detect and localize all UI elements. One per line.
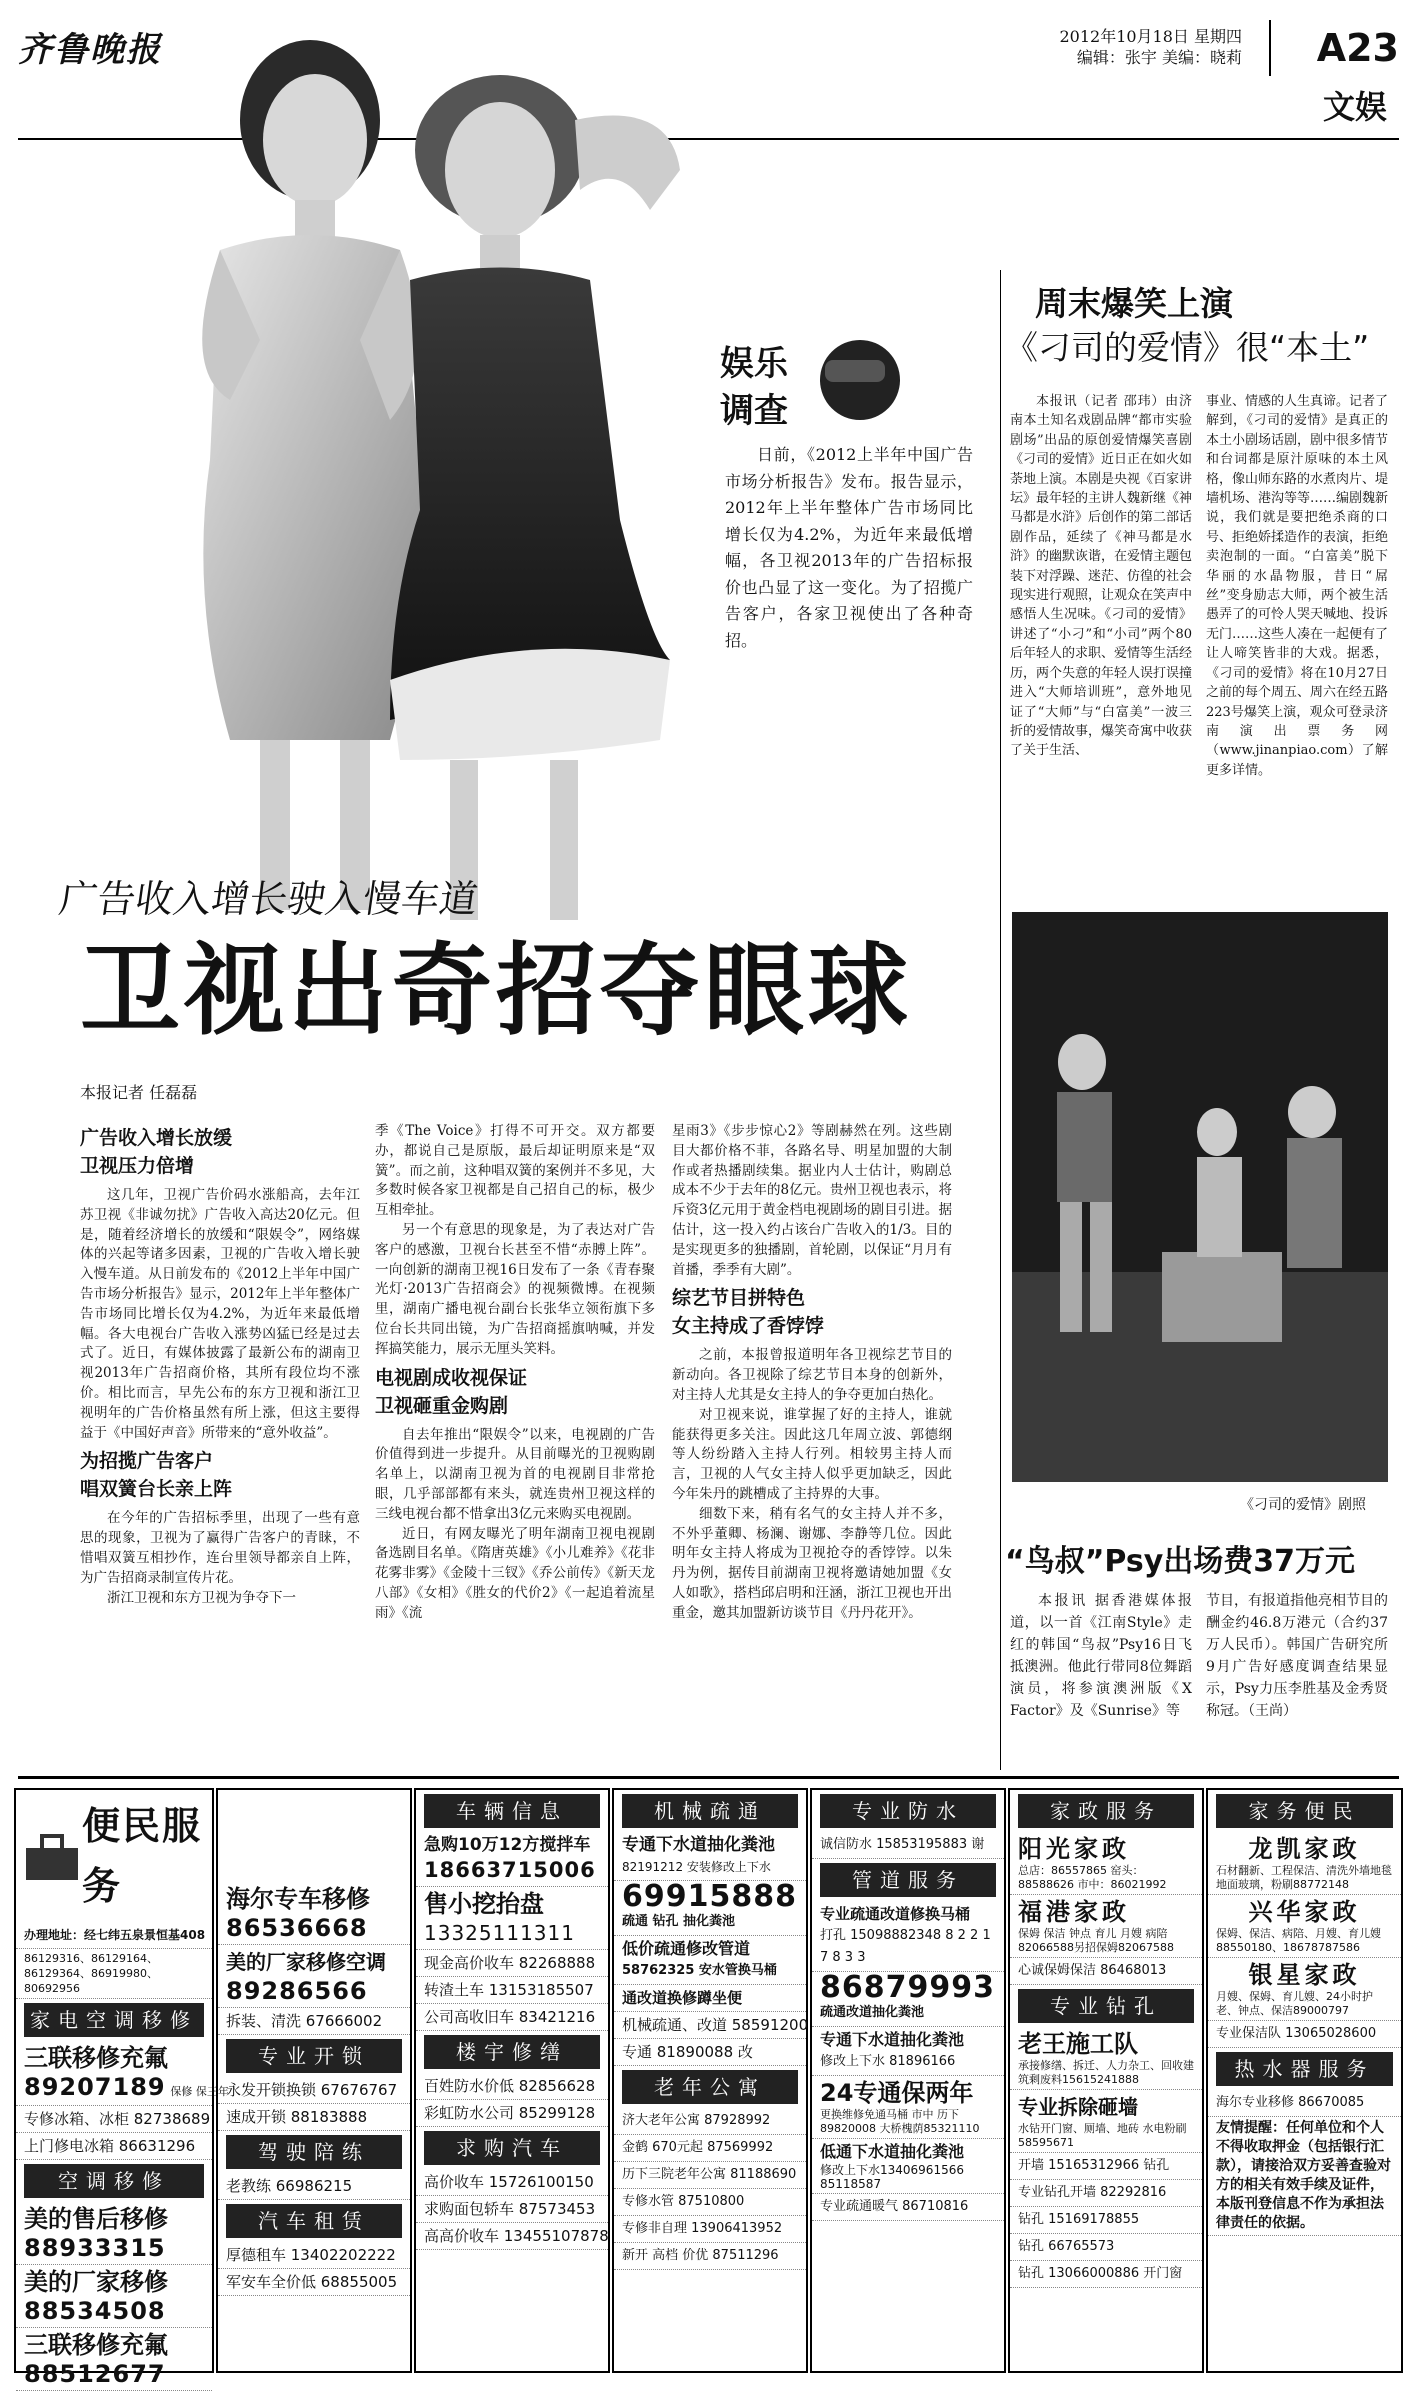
classified-col-3	[414, 1788, 610, 2373]
category-heading: 专业开锁	[226, 2039, 402, 2073]
classifieds-rule	[18, 1776, 1399, 1779]
category-heading: 机械疏通	[622, 1794, 798, 1828]
right-article-1-col-b: 事业、情感的人生真谛。记者了解到，《刁司的爱情》是真正的本土小剧场话剧，剧中很多情节和台词都是原汁原味的本土风格，像山师东路的水煮肉片、堤墙机场、港沟等等……编剧魏新说，我们就是要把绝杀商的口号、拒绝娇揉造作的表演，拒绝卖泡制的一面。“白富美”脱下华丽的水晶物服，昔日“屌丝”变身励志大师，两个被生活愚弄了的可怜人哭天喊地、投诉无门……这些人凑在一起便有了让人啼笑皆非的大戏。据悉，《刁司的爱情》将在10月27日之前的每个周五、周六在经五路223号爆笑上演，观众可登录济南演出票务网（www.jinanpiao.com）了解更多详情。	[1206, 394, 1389, 778]
toolbox-icon	[22, 1828, 82, 1884]
ad-block: 兴华家政 保姆、保洁、病陪、月嫂、育儿嫂 88550180、18678787586	[1208, 1895, 1401, 1958]
stage-photo	[1012, 912, 1388, 1482]
ad-line: 机械疏通、改道 58591200	[614, 2012, 806, 2039]
section-name: 文娱	[1322, 88, 1387, 126]
editors: 编辑：张宇 美编：晓莉	[1076, 48, 1242, 67]
category-heading: 空调移修	[24, 2164, 204, 2198]
service-banner	[16, 1790, 212, 1922]
subhead-3: 电视剧成收视保证 卫视砸重金购剧	[375, 1366, 528, 1417]
ad-line: 专修水管 87510800	[614, 2189, 806, 2216]
ad-line: 速成开锁 88183888	[218, 2104, 410, 2131]
ad-line: 新开 高档 价优 87511296	[614, 2243, 806, 2270]
ad-block: 专业拆除砸墙 水钻开门窗、厕墙、地砖 水电粉刷 58595671	[1010, 2090, 1202, 2153]
ad-line: 钻孔 15169178855	[1010, 2207, 1202, 2234]
ad-line: 专业钻孔开墙 82292816	[1010, 2180, 1202, 2207]
ad-line: 通改道换修蹲坐便	[614, 1985, 806, 2012]
category-heading: 楼宇修缮	[424, 2035, 600, 2069]
ad-block: 急购10万12方搅拌车 18663715006	[416, 1832, 608, 1887]
category-heading: 驾驶陪练	[226, 2135, 402, 2169]
badge-line1: 娱乐	[720, 344, 788, 384]
ad-block: 低通下水道抽化粪池 修改上下水13406961566 85118587	[812, 2139, 1004, 2194]
category-heading: 管道服务	[820, 1863, 996, 1897]
ad-block: 69915888 疏通 钻孔 抽化粪池	[614, 1881, 806, 1936]
lead-paragraph: 日前，《2012上半年中国广告市场分析报告》发布。报告显示，2012年上半年整体广告市场同比增长仅为4.2%，为近年来最低增幅，各卫视2013年的广告招标报价也凸显了这一变化。为了招揽广告客户，各家卫视使出了各种奇招。	[725, 445, 973, 650]
subhead-1: 广告收入增长放缓 卫视压力倍增	[80, 1127, 233, 1177]
ad-line: 专修非自理 13906413952	[614, 2216, 806, 2243]
ad-line: 历下三院老年公寓 81188690	[614, 2162, 806, 2189]
right-headline-3: “鸟叔”Psy出场费37万元	[1005, 1544, 1356, 1579]
category-heading: 家电空调移修	[24, 2003, 204, 2037]
ad-block: 老王施工队 承接修缮、拆迁、人力杂工、回收建筑剩废料15615241888	[1010, 2027, 1202, 2090]
ad-line: 专通 81890088 改	[614, 2039, 806, 2066]
page-number: A23	[1269, 20, 1399, 76]
ad-line: 钻孔 66765573	[1010, 2234, 1202, 2261]
ad-line: 济大老年公寓 87928992	[614, 2108, 806, 2135]
stars-photo	[30, 40, 800, 920]
service-title: 便民服务	[82, 1804, 203, 1908]
ad-line: 专业疏通暖气 86710816	[812, 2194, 1004, 2221]
service-address: 办理地址：经七纬五泉景恒基408	[16, 1922, 212, 1949]
ad-block: 阳光家政 总店：86557865 窑头：88588626 市中：86021992	[1010, 1832, 1202, 1895]
classified-col-4	[612, 1788, 808, 2373]
article-column-1: 广告收入增长放缓 卫视压力倍增 这几年，卫视广告价码水涨船高，去年江苏卫视《非诚勿扰》广告收入高达20亿元。但是，随着经济增长的放缓和“限娱令”，网络媒体的兴起等诸多因素，卫视的广告收入增长驶入慢车道。从日前发布的《2012上半年中国广告市场分析报告》显示，2012年上半年整体广告市场同比增长仅为4.2%，为近年来最低增幅。各大电视台广告收入涨势凶猛已经是过去式了。近日，有媒体披露了最新公布的湖南卫视2013年广告招商价格，其所有段位均不涨价。相比而言，早先公布的东方卫视和浙江卫视明年的广告价格虽然有所上涨，但这主要得益于《中国好声音》所带来的“意外收益”。 为招揽广告客户 唱双簧台长亲上阵 在今年的广告招标季里，出现了一些有意思的现象，卫视为了赢得广告客户的青睐，不惜唱双簧互相抄作，连台里领导都亲自上阵，为广告招商录制宣传片花。 浙江卫视和东方卫视为争夺下一	[80, 1120, 360, 1608]
ad-block: 专业疏通改道修换马桶 打孔 15098882348 8 2 2 1 7 8 3 3	[812, 1901, 1004, 1972]
category-heading: 老年公寓	[622, 2070, 798, 2104]
headline: 卫视出奇招夺眼球	[80, 932, 912, 1049]
ad-line: 永发开锁换锁 67676767	[218, 2077, 410, 2104]
ad-block: 龙凯家政 石材翻新、工程保洁、清洗外墙地毯地面玻璃，粉刷88772148	[1208, 1832, 1401, 1895]
category-heading: 车辆信息	[424, 1794, 600, 1828]
service-phones: 86129316、86129164、86129364、86919980、80692956	[16, 1949, 212, 1999]
entertainment-survey-badge	[710, 330, 910, 440]
ad-line: 上门修电冰箱 86631296	[16, 2133, 212, 2160]
subhead-4: 综艺节目拼特色 女主持成了香饽饽	[672, 1287, 825, 1338]
photo-caption: 《刁司的爱情》剧照	[1240, 1497, 1366, 1513]
classified-col-2	[216, 1788, 412, 2373]
ad-line: 诚信防水 15853195883 谢	[812, 1832, 1004, 1859]
ad-line: 百姓防水价低 82856628	[416, 2073, 608, 2100]
ad-block: 三联移修充氟 89207189 保修 保三年	[16, 2041, 212, 2106]
ad-block: 银星家政 月嫂、保姆、育儿嫂、24小时护老、钟点、保洁89000797	[1208, 1958, 1401, 2021]
category-heading: 汽车租赁	[226, 2204, 402, 2238]
category-heading: 热水器服务	[1216, 2052, 1393, 2086]
ad-block: 专通下水道抽化粪池 82191212 安装修改上下水	[614, 1832, 806, 1881]
ad-line: 钻孔 13066000886 开门窗	[1010, 2261, 1202, 2288]
ad-line: 老教练 66986215	[218, 2173, 410, 2200]
classified-col-6	[1008, 1788, 1204, 2373]
ad-line: 心诚保姆保洁 86468013	[1010, 1958, 1202, 1985]
ad-line: 高价收车 15726100150	[416, 2169, 608, 2196]
ad-block: 海尔专车移修 86536668	[218, 1882, 410, 1945]
classified-col-1	[14, 1788, 229, 2388]
ad-line: 公司高收旧车 83421216	[416, 2004, 608, 2031]
ad-line: 军安车全价低 68855005	[218, 2269, 410, 2296]
article-column-2: 季《The Voice》打得不可开交。双方都要办，都说自己是原版，最后却证明原来是“双簧”。而之前，这种唱双簧的案例并不多见，大多数时候各家卫视都是自己招自己的标，极少互相牵扯。 另一个有意思的现象是，为了表达对广告客户的感激，卫视台长甚至不惜“赤膊上阵”。一向创新的湖南卫视16日发布了一条《青春聚光灯·2013广告招商会》的视频微博。在视频里，湖南广播电视台副台长张华立领衔旗下多位台长共同出镜，为广告招商摇旗呐喊，并发挥搞笑能力，展示无厘头笑料。 电视剧成收视保证 卫视砸重金购剧 自去年推出“限娱令”以来，电视剧的广告价值得到进一步提升。从目前曝光的卫视购剧名单上，以湖南卫视为首的电视剧目非常抢眼，几乎部部都有来头，就连贵州卫视这样的三线电视台都不惜拿出3亿元来购买电视剧。 近日，有网友曝光了明年湖南卫视电视剧备选剧目名单。《隋唐英雄》《小儿难养》《花非花雾非雾》《金陵十三钗》《乔公前传》《新天龙八部》《女相》《胜女的代价2》《一起追着流星雨》《流	[375, 1123, 655, 1621]
category-heading: 专业防水	[820, 1794, 996, 1828]
ad-line: 专修冰箱、冰柜 82738689	[16, 2106, 212, 2133]
ad-line: 高高价收车 13455107878	[416, 2223, 608, 2250]
ad-line: 金鹤 670元起 87569992	[614, 2135, 806, 2162]
ad-block: 售小挖抬盘 13325111311	[416, 1887, 608, 1950]
ad-block: 美的售后移修 88933315	[16, 2202, 212, 2265]
byline: 本报记者 任磊磊	[80, 1083, 198, 1102]
ad-line: 求购面包轿车 87573453	[416, 2196, 608, 2223]
ad-block: 福港家政 保姆 保洁 钟点 育儿 月嫂 病陪 82066588另招保姆82067588	[1010, 1895, 1202, 1958]
ad-block: 24专通保两年 更换维修免通马桶 市中 历下 89820008 大桥槐荫85321110	[812, 2076, 1004, 2139]
category-heading: 专业钻孔	[1018, 1989, 1194, 2023]
ad-line: 专业保洁队 13065028600	[1208, 2021, 1401, 2048]
classified-col-5	[810, 1788, 1006, 2373]
subhead-2: 为招揽广告客户 唱双簧台长亲上阵	[80, 1450, 233, 1501]
ad-line: 彩虹防水公司 85299128	[416, 2100, 608, 2127]
badge-line2: 调查	[720, 391, 788, 431]
right-article-2-col-a: 本报讯 据香港媒体报道，以一首《江南Style》走红的韩国“鸟叔”Psy16日飞抵澳洲。他此行带同8位舞蹈演员，将参演澳洲版《X Factor》及《Sunrise》等	[1010, 1593, 1192, 1719]
ad-line: 拆装、清洗 67666002	[218, 2008, 410, 2035]
ad-block: 美的厂家移修空调 89286566	[218, 1945, 410, 2008]
ad-block: 低价疏通修改管道 58762325 安水管换马桶	[614, 1936, 806, 1985]
classified-col-7	[1206, 1788, 1403, 2373]
ad-block: 专通下水道抽化粪池 修改上下水 81896166	[812, 2027, 1004, 2076]
right-headline-1: 周末爆笑上演	[1035, 284, 1233, 323]
header-meta	[1059, 26, 1242, 68]
notice: 友情提醒：任何单位和个人不得收取押金（包括银行汇款），请接洽双方妥善查验对方的相关有效手续及证件，本版刊登信息不作为承担法律责任的依据。	[1208, 2117, 1401, 2236]
masthead: 齐鲁晚报	[18, 30, 162, 70]
category-heading: 家政服务	[1018, 1794, 1194, 1828]
ad-line: 厚德租车 13402202222	[218, 2242, 410, 2269]
issue-date: 2012年10月18日 星期四	[1059, 27, 1242, 46]
ad-block: 86879993 疏通改道抽化粪池	[812, 1972, 1004, 2027]
column-divider	[1000, 270, 1001, 1770]
ad-line: 转渣土车 13153185507	[416, 1977, 608, 2004]
ad-line: 开墙 15165312966 钻孔	[1010, 2153, 1202, 2180]
article-column-3: 星雨3》《步步惊心2》等剧赫然在列。这些剧目大都价格不菲，各路名导、明星加盟的大制作或者热播剧续集。据业内人士估计，购剧总成本不少于去年的8亿元。贵州卫视也表示，将斥资3亿元用于黄金档电视剧场的剧目引进。据估计，这一投入约占该台广告收入的1/3。目的是实现更多的独播剧，首轮剧，以保证“月月有首播，季季有大剧”。 综艺节目拼特色 女主持成了香饽饽 之前，本报曾报道明年各卫视综艺节目的新动向。各卫视除了综艺节目本身的创新外，对主持人尤其是女主持人的争夺更加白热化。 对卫视来说，谁掌握了好的主持人，谁就能获得更多关注。因此这几年周立波、郭德纲等人纷纷踏入主持人行列。相较男主持人而言，卫视的人气女主持人似乎更加缺乏，因此今年朱丹的跳槽成了主持界的大事。 细数下来，稍有名气的女主持人并不多，不外乎董卿、杨澜、谢娜、李静等几位。因此明年女主持人将成为卫视抢夺的香饽饽。以朱丹为例，据传目前湖南卫视将邀请她加盟《女人如歌》，搭档邱启明和汪涵，浙江卫视也开出重金，邀其加盟新访谈节目《丹丹花开》。	[672, 1123, 952, 1621]
right-headline-2: 《刁司的爱情》很“本土”	[1005, 328, 1370, 367]
ad-block: 美的厂家移修 88534508	[16, 2265, 212, 2328]
right-article-2-col-b: 节目，有报道指他亮相节目的酬金约46.8万港元（合约37万人民币）。韩国广告研究所9月广告好感度调查结果显示，Psy力压李胜基及金秀贤称冠。（王尚）	[1206, 1593, 1388, 1719]
right-article-1-col-a: 本报讯（记者 邵玮）由济南本土知名戏剧品牌“都市实验剧场”出品的原创爱情爆笑喜剧《刁司的爱情》近日正在如火如荼地上演。本剧是央视《百家讲坛》最年轻的主讲人魏新继《神马都是水浒》后创作的第二部话剧作品，延续了《神马都是水浒》的幽默诙谐，在爱情主题包装下对浮躁、迷茫、仿徨的社会现实进行观照，让观众在笑声中感悟人生况味。《刁司的爱情》讲述了“小刁”和“小司”两个80后年轻人的求职、爱情等生活经历，两个失意的年轻人误打误撞进入“大师培训班”，意外地见证了“大师”与“白富美”一波三折的爱情故事，爆笑奇寓中收获了关于生活、	[1010, 394, 1193, 759]
category-heading: 家务便民	[1216, 1794, 1393, 1828]
ad-line: 现金高价收车 82268888	[416, 1950, 608, 1977]
kicker: 广告收入增长驶入慢车道	[56, 877, 481, 921]
ad-block: 三联移修充氟 88512677	[16, 2328, 212, 2391]
ad-line: 海尔专业移修 86670085	[1208, 2090, 1401, 2117]
category-heading: 求购汽车	[424, 2131, 600, 2165]
